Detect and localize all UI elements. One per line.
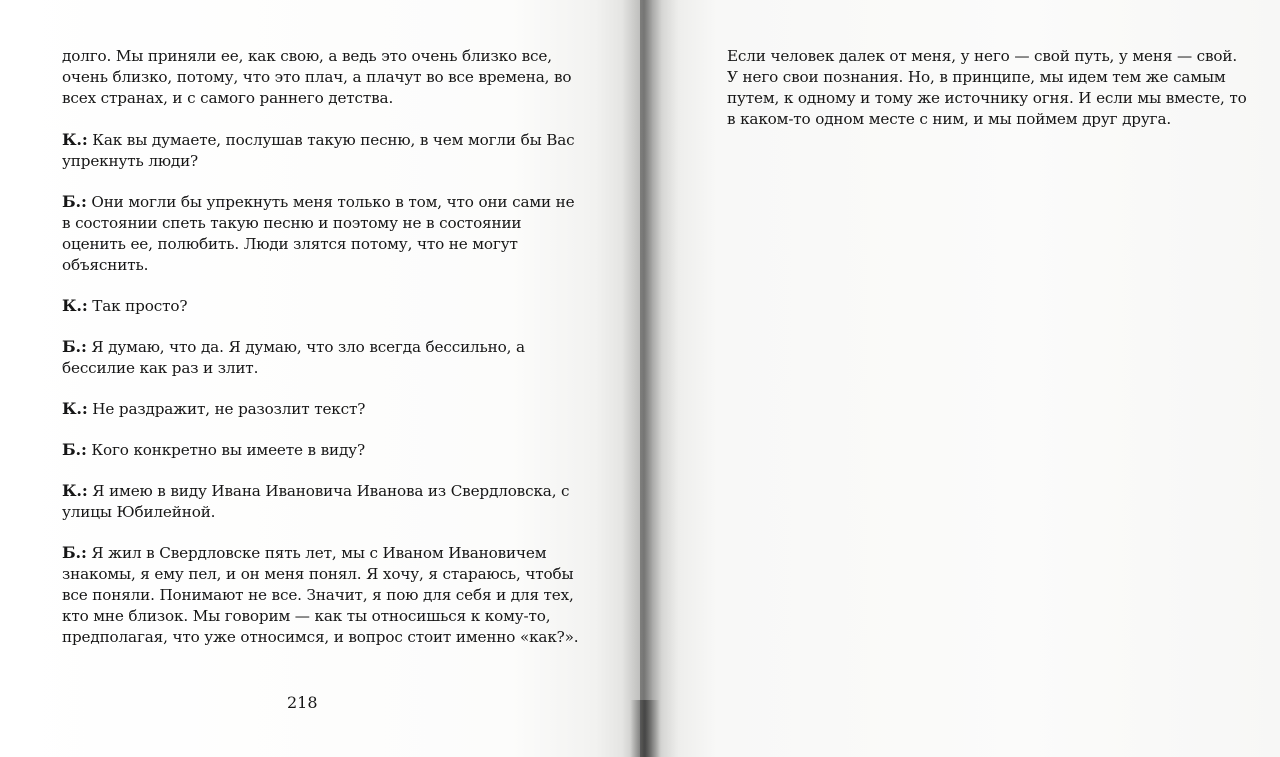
dialogue-text: Я жил в Свердловске пять лет, мы с Иваном Ивановичем знакомы, я ему пел, и он меня понял. Я хочу, я стараюсь, чтобы все поняли. Понимают не все. Значит, я пою для себя и для тех, кто мне близок. Мы говорим — как ты относишься к кому-то, предполагая, что уже относимся, и вопрос стоит именно «как?».: [62, 544, 579, 646]
dialogue-line: [62, 129, 582, 172]
page-number: 218: [287, 693, 318, 712]
left-page-text: [62, 46, 582, 667]
speaker-label: Б.:: [62, 337, 87, 356]
dialogue-text: Как вы думаете, послушав такую песню, в чем могли бы Вас упрекнуть люди?: [62, 131, 575, 170]
dialogue-line: [62, 295, 582, 317]
opening-paragraph: долго. Мы приняли ее, как свою, а ведь это очень близко все, очень близко, потому, что это плач, а плачут во все времена, во всех странах, и с самого раннего детства.: [62, 47, 572, 107]
dialogue-line: [62, 191, 582, 276]
speaker-label: К.:: [62, 399, 88, 418]
right-paragraph: Если человек далек от меня, у него — свой путь, у меня — свой. У него свои познания. Но, в принципе, мы идем тем же самым путем, к одному и тому же источнику огня. И если мы вместе, то в каком-то одном месте с ним, и мы поймем друг друга.: [727, 47, 1247, 128]
book-gutter-shadow: [622, 0, 662, 757]
dialogue-line: [62, 542, 582, 648]
speaker-label: Б.:: [62, 543, 87, 562]
dialogue-text: Не раздражит, не разозлит текст?: [92, 400, 366, 418]
dialogue-line: [62, 398, 582, 420]
speaker-label: К.:: [62, 296, 88, 315]
speaker-label: К.:: [62, 481, 88, 500]
speaker-label: Б.:: [62, 440, 87, 459]
dialogue-line: [62, 480, 582, 523]
dialogue-text: Я думаю, что да. Я думаю, что зло всегда бессильно, а бессилие как раз и злит.: [62, 338, 525, 377]
dialogue-text: Кого конкретно вы имеете в виду?: [91, 441, 365, 459]
speaker-label: К.:: [62, 130, 88, 149]
book-gutter-dark: [630, 700, 660, 757]
right-page-text: [727, 46, 1247, 130]
speaker-label: Б.:: [62, 192, 87, 211]
dialogue-text: Я имею в виду Ивана Ивановича Иванова из Свердловска, с улицы Юбилейной.: [62, 482, 570, 521]
dialogue-line: [62, 336, 582, 379]
dialogue-text: Они могли бы упрекнуть меня только в том, что они сами не в состоянии спеть такую песню и поэтому не в состоянии оценить ее, полюбить. Люди злятся потому, что не могут объяснить.: [62, 193, 575, 274]
dialogue-line: [62, 439, 582, 461]
dialogue-text: Так просто?: [92, 297, 188, 315]
